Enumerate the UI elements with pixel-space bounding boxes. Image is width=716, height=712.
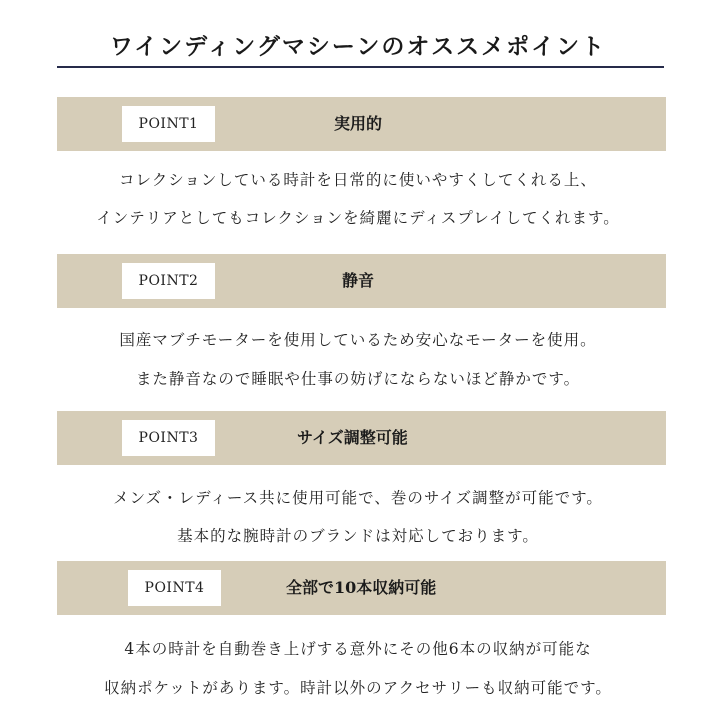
point-badge-4: POINT4 — [128, 570, 221, 606]
point-band-1 — [57, 97, 666, 151]
point-badge-3: POINT3 — [122, 420, 215, 456]
point-1-line-2: インテリアとしてもコレクションを綺麗にディスプレイしてくれます。 — [96, 209, 620, 227]
point-badge-1: POINT1 — [122, 106, 215, 142]
point-2-line-2: また静音なので睡眠や仕事の妨げにならないほど静かです。 — [135, 370, 581, 388]
point-band-2 — [57, 254, 666, 308]
point-3-line-2: 基本的な腕時計のブランドは対応しております。 — [177, 527, 539, 545]
point-3-line-1: メンズ・レディース共に使用可能で、巻のサイズ調整が可能です。 — [113, 489, 603, 507]
point-heading-4: 全部で10本収納可能 — [286, 578, 437, 597]
point-heading-2: 静音 — [342, 271, 375, 290]
point-band-4 — [57, 561, 666, 615]
point-heading-3: サイズ調整可能 — [297, 428, 408, 447]
point-band-3 — [57, 411, 666, 465]
title-divider — [57, 66, 664, 68]
point-heading-1: 実用的 — [334, 114, 383, 133]
point-4-line-1: 4本の時計を自動巻き上げする意外にその他6本の収納が可能な — [124, 640, 592, 658]
point-4-line-2: 収納ポケットがあります。時計以外のアクセサリーも収納可能です。 — [104, 679, 612, 697]
point-1-line-1: コレクションしている時計を日常的に使いやすくしてくれる上、 — [119, 171, 597, 189]
point-badge-2: POINT2 — [122, 263, 215, 299]
page-title: ワインディングマシーンのオススメポイント — [109, 33, 607, 60]
point-2-line-1: 国産マブチモーターを使用しているため安心なモーターを使用。 — [119, 331, 597, 349]
